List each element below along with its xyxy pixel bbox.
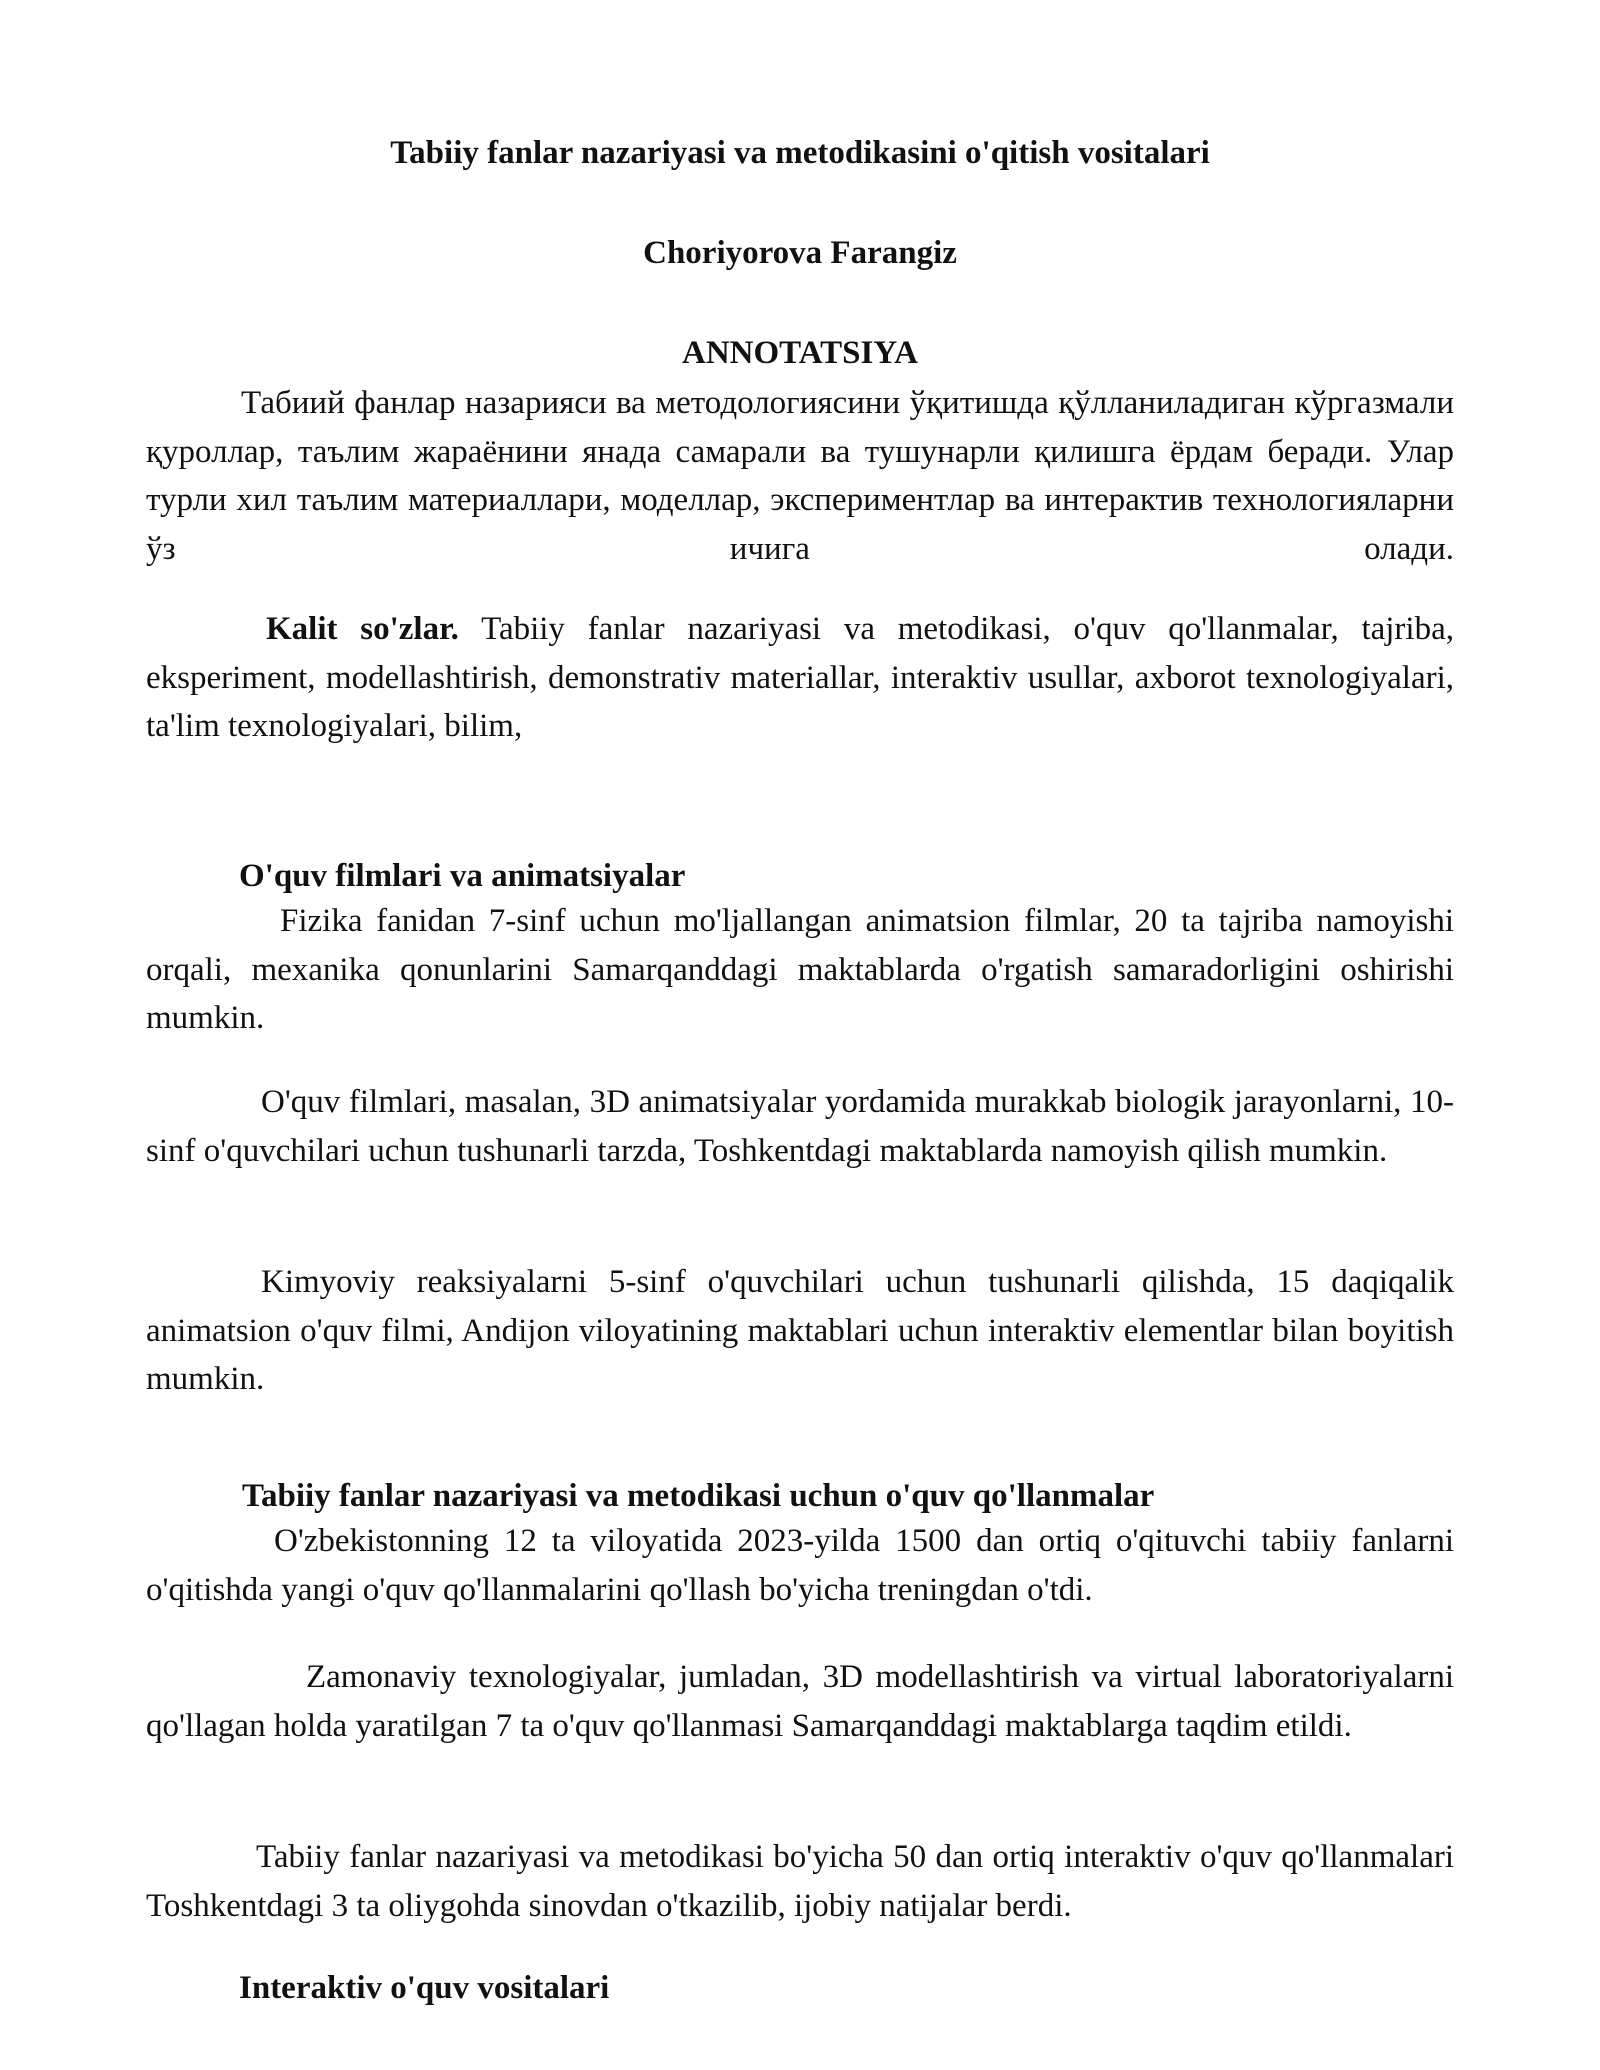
section-paragraph: O'zbekistonning 12 ta viloyatida 2023-yilda 1500 dan ortiq o'qituvchi tabiiy fanlarni o'qitishda yangi o'quv qo'llanmalarini qo'llash bo'yicha treningdan o'tdi. bbox=[146, 1523, 1454, 1608]
author-name: Choriyorova Farangiz bbox=[643, 235, 957, 271]
section-paragraph: Zamonaviy texnologiyalar, jumladan, 3D modellashtirish va virtual laboratoriyalarni qo'llagan holda yaratilgan 7 ta o'quv qo'llanmasi Samarqanddagi maktablarga taqdim etildi. bbox=[146, 1659, 1454, 1744]
keywords-text: Tabiiy fanlar nazariyasi va metodikasi, o'quv qo'llanmalar, tajriba, eksperiment, modellashtirish, demonstrativ materiallar, interaktiv usullar, axborot texnologiyalari, ta'lim texnologiyalari, bilim, bbox=[146, 611, 1454, 744]
section-heading-films: O'quv filmlari va animatsiyalar bbox=[239, 858, 686, 894]
keywords-label: Kalit so'zlar. bbox=[266, 611, 459, 647]
annotation-heading: ANNOTATSIYA bbox=[682, 335, 918, 371]
annotation-text: Табиий фанлар назарияси ва методологиясини ўқитишда қўлланиладиган кўргазмали қуроллар, таълим жараёнини янада самарали ва тушунарли қилишга ёрдам беради. Улар турли хил таълим материаллари, моделлар, экспериментлар ва интерактив технологияларни ўз ичига олади. bbox=[146, 385, 1454, 567]
section-paragraph: Tabiiy fanlar nazariyasi va metodikasi bo'yicha 50 dan ortiq interaktiv o'quv qo'llanmalari Toshkentdagi 3 ta oliygohda sinovdan o'tkazilib, ijobiy natijalar berdi. bbox=[146, 1839, 1454, 1924]
section-paragraph: O'quv filmlari, masalan, 3D animatsiyalar yordamida murakkab biologik jarayonlarni, 10-sinf o'quvchilari uchun tushunarli tarzda, Toshkentdagi maktablarda namoyish qilish mumkin. bbox=[146, 1084, 1454, 1169]
section-paragraph: Fizika fanidan 7-sinf uchun mo'ljallangan animatsion filmlar, 20 ta tajriba namoyishi orqali, mexanika qonunlarini Samarqanddagi maktablarda o'rgatish samaradorligini oshirishi mumkin. bbox=[146, 903, 1454, 1036]
section-heading-interactive: Interaktiv o'quv vositalari bbox=[239, 1970, 610, 2006]
section-paragraph: Kimyoviy reaksiyalarni 5-sinf o'quvchilari uchun tushunarli qilishda, 15 daqiqalik animatsion o'quv filmi, Andijon viloyatining maktablari uchun interaktiv elementlar bilan boyitish mumkin. bbox=[146, 1264, 1454, 1397]
document-title: Tabiiy fanlar nazariyasi va metodikasini o'qitish vositalari bbox=[390, 135, 1210, 171]
section-heading-manuals: Tabiiy fanlar nazariyasi va metodikasi uchun o'quv qo'llanmalar bbox=[242, 1478, 1155, 1514]
keywords-paragraph bbox=[146, 605, 1454, 751]
